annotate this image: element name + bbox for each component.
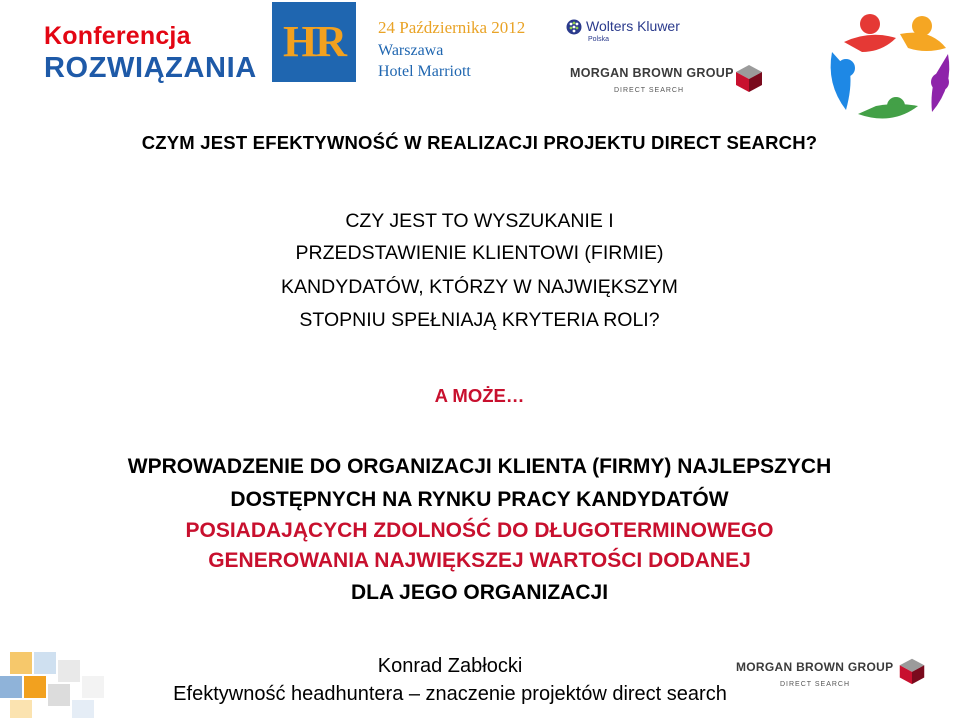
footer-subtitle: Efektywność headhuntera – znaczenie projektów direct search (173, 683, 727, 705)
answer-line: WPROWADZENIE DO ORGANIZACJI KLIENTA (FIRMY) NAJLEPSZYCH (127, 455, 832, 478)
hr-logo (272, 2, 356, 82)
answer-line: DLA JEGO ORGANIZACJI (350, 581, 609, 604)
author-name: Konrad Zabłocki (377, 655, 523, 677)
mbg-cube-icon (732, 60, 766, 94)
main-question: CZYM JEST EFEKTYWNOŚĆ W REALIZACJI PROJEKTU DIRECT SEARCH? (141, 132, 818, 153)
answer-line-highlight: GENEROWANIA NAJWIĘKSZEJ WARTOŚCI DODANEJ (208, 549, 751, 572)
mbg-logo-name: MORGAN BROWN GROUP (570, 66, 734, 80)
wolters-kluwer-sub: Polska (588, 36, 610, 43)
wolters-kluwer-name: Wolters Kluwer (586, 18, 680, 34)
footer-mbg-cube-icon (896, 654, 928, 686)
footer-mbg-logo-name: MORGAN BROWN GROUP (736, 660, 894, 674)
conference-logo-line1: Konferencja (44, 22, 191, 50)
mbg-logo-sub: DIRECT SEARCH (614, 87, 685, 94)
people-circle-logo (822, 2, 957, 128)
answer-line-highlight: POSIADAJĄCYCH ZDOLNOŚĆ DO DŁUGOTERMINOWEGO (185, 519, 774, 542)
wolters-kluwer-logo (566, 18, 696, 48)
conference-logo-line2: ROZWIĄZANIA (44, 52, 257, 84)
question-line: KANDYDATÓW, KTÓRZY W NAJWIĘKSZYM (281, 276, 678, 298)
question-line: PRZEDSTAWIENIE KLIENTOWI (FIRMIE) (295, 242, 664, 264)
event-city: Warszawa (378, 42, 444, 59)
question-line: STOPNIU SPEŁNIAJĄ KRYTERIA ROLI? (299, 309, 660, 331)
event-venue: Hotel Marriott (378, 63, 471, 80)
answer-line: DOSTĘPNYCH NA RYNKU PRACY KANDYDATÓW (230, 488, 729, 511)
conference-logo (44, 22, 264, 86)
footer-mbg-logo-sub: DIRECT SEARCH (780, 681, 851, 688)
hr-logo-text: HR (283, 17, 345, 66)
event-date: 24 Października 2012 (378, 18, 526, 37)
wolters-kluwer-icon (566, 19, 582, 35)
question-line: CZY JEST TO WYSZUKANIE I (345, 210, 614, 232)
maybe-heading: A MOŻE… (434, 385, 525, 406)
